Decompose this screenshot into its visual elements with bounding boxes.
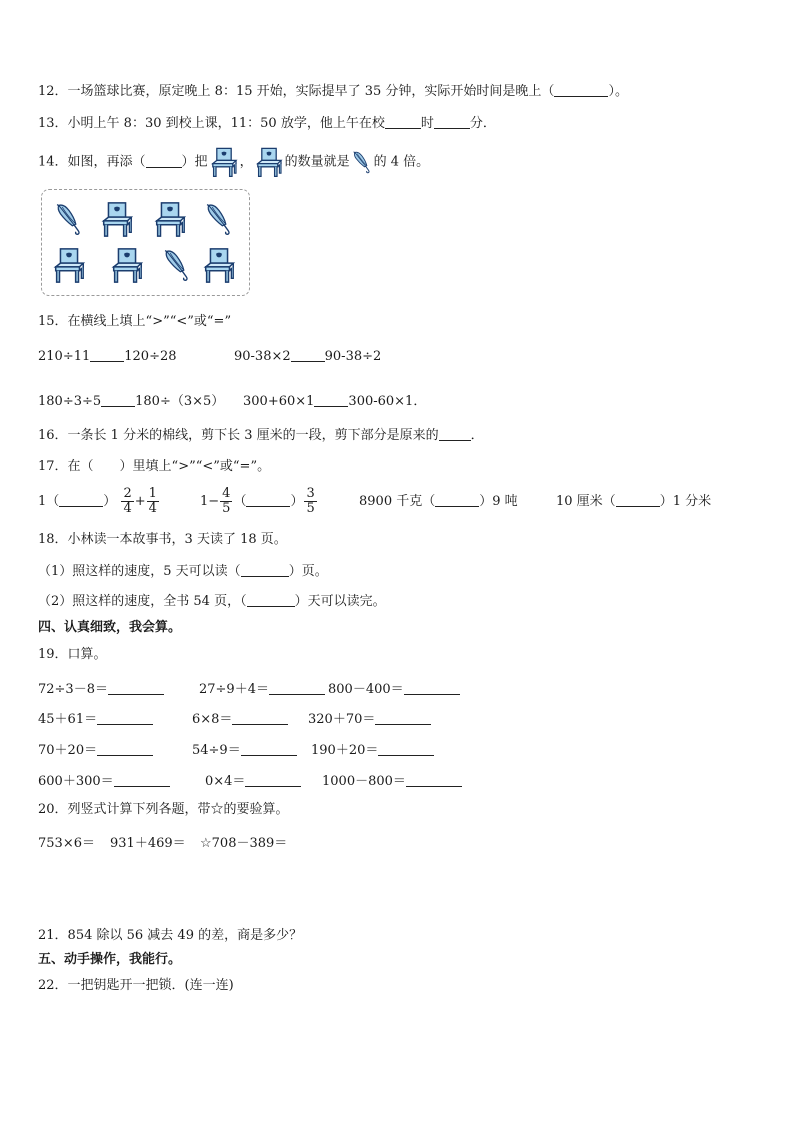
question-18-title: 18．小林读一本故事书，3 天读了 18 页。 <box>38 532 287 547</box>
question-22: 22．一把钥匙开一把锁．(连一连) <box>38 978 234 993</box>
q14-answer-blank[interactable] <box>146 154 182 168</box>
q17-item-2-paren-open: （ <box>233 494 247 509</box>
question-15-title: 15．在横线上填上“>”“<”或“=” <box>38 314 232 329</box>
q17-blank-3[interactable] <box>435 493 479 507</box>
q17-item-4-post: ）1 分米 <box>659 494 712 509</box>
q19-expression: 190＋20＝ <box>311 743 379 758</box>
q17-item-3 <box>359 483 518 521</box>
chair-icon <box>208 146 240 178</box>
fraction-4-5 <box>220 487 232 516</box>
umbrella-icon <box>52 200 86 238</box>
q14-text: 14．如图，再添（ <box>38 154 146 170</box>
q17-item-2 <box>200 483 318 521</box>
fraction-numerator: 4 <box>222 486 231 501</box>
q19-expression: 6×8＝ <box>192 712 233 727</box>
question-19-title: 19．口算。 <box>38 647 107 662</box>
q16-answer-blank[interactable] <box>439 427 471 441</box>
q13-minute-unit: 分． <box>469 116 496 131</box>
q19-answer-blank[interactable] <box>378 742 434 756</box>
fraction-denominator: 5 <box>306 501 315 516</box>
q20-item-3: ☆708－389＝ <box>200 836 288 851</box>
q13-hours-blank[interactable] <box>385 115 421 129</box>
q17-item-4-pre: 10 厘米（ <box>556 494 616 509</box>
q14-picture-box <box>41 189 250 296</box>
q16-text-end: ． <box>470 428 484 443</box>
fraction-1-4 <box>147 487 159 516</box>
q18-part-2-end: ）天可以读完。 <box>294 594 386 609</box>
q19-answer-blank[interactable] <box>375 711 431 725</box>
q15-blank-1[interactable] <box>90 348 124 362</box>
q19-expression: 600＋300＝ <box>38 774 114 789</box>
q14-text-mid: ）把 <box>181 154 208 170</box>
chair-icon <box>98 200 136 238</box>
q15-expr-2 <box>234 348 381 364</box>
umbrella-icon <box>160 246 194 284</box>
q18-part-1-text: （1）照这样的速度，5 天可以读（ <box>38 564 241 579</box>
q19-expression: 72÷3－8＝ <box>38 682 108 697</box>
q15-expr-2-right: 90-38÷2 <box>324 349 382 364</box>
fraction-denominator: 4 <box>148 501 157 516</box>
chair-icon <box>200 246 238 284</box>
q19-item <box>38 770 170 789</box>
fraction-numerator: 1 <box>148 486 157 501</box>
q19-answer-blank[interactable] <box>97 711 153 725</box>
q17-item-2-pre: 1− <box>200 494 220 509</box>
q19-item <box>311 739 434 758</box>
q15-expr-4-left: 300+60×1 <box>243 394 315 409</box>
q17-blank-2[interactable] <box>246 493 290 507</box>
q17-item-1-post: ） <box>103 494 117 509</box>
q19-answer-blank[interactable] <box>232 711 288 725</box>
fraction-denominator: 5 <box>222 501 231 516</box>
q19-expression: 0×4＝ <box>205 774 246 789</box>
q15-expr-3-right: 180÷（3×5） <box>135 394 225 409</box>
q19-answer-blank[interactable] <box>406 773 462 787</box>
q15-expr-4-right: 300-60×1． <box>348 394 427 409</box>
chair-icon <box>253 146 285 178</box>
q19-answer-blank[interactable] <box>114 773 170 787</box>
q19-answer-blank[interactable] <box>269 681 325 695</box>
q14-comma: ， <box>239 154 253 170</box>
q19-expression: 800－400＝ <box>328 682 404 697</box>
q19-item <box>38 708 153 727</box>
q15-expr-2-left: 90-38×2 <box>234 349 291 364</box>
q15-blank-3[interactable] <box>101 393 135 407</box>
q19-item <box>205 770 301 789</box>
q18-part-2 <box>38 593 386 611</box>
q14-text-end: 的 4 倍。 <box>373 154 430 170</box>
plus-sign: + <box>134 494 146 509</box>
q17-item-1-pre: 1（ <box>38 494 60 509</box>
q19-item <box>38 678 164 697</box>
q13-hour-unit: 时 <box>420 116 434 131</box>
q17-blank-1[interactable] <box>59 493 103 507</box>
q15-expr-3 <box>38 390 224 409</box>
fraction-numerator: 2 <box>123 486 132 501</box>
fraction-3-5 <box>304 487 316 516</box>
q19-answer-blank[interactable] <box>245 773 301 787</box>
q19-expression: 27÷9＋4＝ <box>199 682 269 697</box>
q15-expr-1 <box>38 348 177 364</box>
q19-expression: 1000－800＝ <box>322 774 406 789</box>
q15-blank-2[interactable] <box>291 348 325 362</box>
fraction-denominator: 4 <box>123 501 132 516</box>
q18-part-1-end: ）页。 <box>288 564 328 579</box>
q19-expression: 54÷9＝ <box>192 743 241 758</box>
q17-item-4 <box>556 483 711 521</box>
q19-item <box>322 770 462 789</box>
chair-icon <box>151 200 189 238</box>
q19-expression: 320＋70＝ <box>308 712 376 727</box>
question-13 <box>38 115 496 133</box>
q19-item <box>199 678 325 697</box>
q19-item <box>308 708 431 727</box>
q17-item-3-pre: 8900 千克（ <box>359 494 436 509</box>
q15-expr-1-left: 210÷11 <box>38 349 91 364</box>
fraction-numerator: 3 <box>306 486 315 501</box>
q15-expr-3-left: 180÷3÷5 <box>38 394 102 409</box>
question-14 <box>38 146 429 178</box>
q18-part-2-text: （2）照这样的速度，全书 54 页，（ <box>38 594 247 609</box>
q13-text: 13．小明上午 8：30 到校上课，11：50 放学，他上午在校 <box>38 116 385 131</box>
q19-answer-blank[interactable] <box>404 681 460 695</box>
question-17-title: 17．在（ ）里填上“>”“<”或“=”。 <box>38 459 271 474</box>
q17-item-1 <box>38 483 160 521</box>
q19-answer-blank[interactable] <box>108 681 164 695</box>
q19-expression: 70＋20＝ <box>38 743 98 758</box>
fraction-2-4 <box>121 487 133 516</box>
q18-blank-1[interactable] <box>241 563 289 577</box>
umbrella-icon <box>202 200 236 238</box>
q15-expr-4 <box>243 390 426 409</box>
q20-item-1: 753×6＝ <box>38 836 95 851</box>
question-16 <box>38 427 484 445</box>
q19-item <box>328 678 460 697</box>
q17-item-3-post: ）9 吨 <box>479 494 518 509</box>
q19-item <box>38 739 153 758</box>
question-21: 21．854 除以 56 减去 49 的差，商是多少？ <box>38 928 303 943</box>
q19-item <box>192 708 288 727</box>
question-20-title: 20．列竖式计算下列各题，带☆的要验算。 <box>38 802 289 817</box>
q20-item-2: 931＋469＝ <box>110 836 186 851</box>
q14-text-mid2: 的数量就是 <box>284 154 350 170</box>
q17-item-2-paren-close: ） <box>290 494 304 509</box>
q19-item <box>192 739 297 758</box>
q15-expr-1-right: 120÷28 <box>124 349 177 364</box>
q16-text: 16．一条长 1 分米的棉线，剪下长 3 厘米的一段，剪下部分是原来的 <box>38 428 439 443</box>
chair-icon <box>108 246 146 284</box>
umbrella-icon <box>350 147 374 177</box>
section-4-heading: 四、认真细致，我会算。 <box>38 620 182 635</box>
section-5-heading: 五、动手操作，我能行。 <box>38 952 182 967</box>
question-12 <box>38 83 628 101</box>
q19-expression: 45＋61＝ <box>38 712 98 727</box>
q17-blank-4[interactable] <box>616 493 660 507</box>
q18-part-1 <box>38 563 328 581</box>
q15-blank-4[interactable] <box>314 393 348 407</box>
q19-answer-blank[interactable] <box>97 742 153 756</box>
q19-answer-blank[interactable] <box>241 742 297 756</box>
q18-blank-2[interactable] <box>247 593 295 607</box>
q12-text-end: ）。 <box>608 84 628 99</box>
q12-answer-blank[interactable] <box>554 83 608 97</box>
chair-icon <box>50 246 88 284</box>
q12-text: 12．一场篮球比赛，原定晚上 8：15 开始，实际提早了 35 分钟，实际开始时间是晚上（ <box>38 84 555 99</box>
q13-minutes-blank[interactable] <box>434 115 470 129</box>
